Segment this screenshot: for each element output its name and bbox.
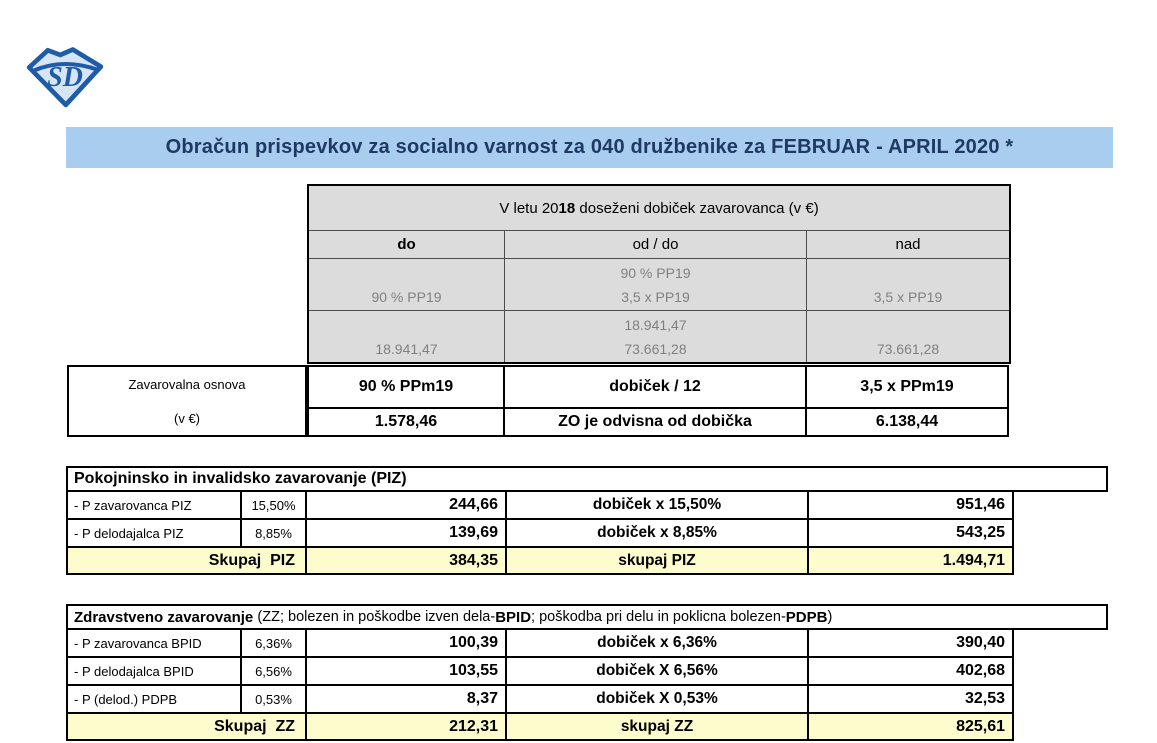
- piz-total-formula: skupaj PIZ: [507, 548, 809, 575]
- piz-total-label: Skupaj PIZ: [68, 548, 307, 575]
- piz-row-rate: 15,50%: [242, 492, 307, 520]
- zz-row-value: 103,55: [307, 658, 507, 686]
- zz-table: [66, 630, 1014, 741]
- piz-table: [66, 492, 1014, 575]
- zz-row-label: - P zavarovanca BPID: [68, 630, 242, 658]
- piz-section-header: [66, 466, 1108, 492]
- threshold-do-formula: 90 % PP19: [309, 259, 505, 310]
- piz-row-value2: 543,25: [809, 520, 1014, 548]
- zz-row-value: 8,37: [307, 686, 507, 714]
- threshold-oddo-amount-upper: 18.941,47: [624, 317, 687, 333]
- base-formula-nad: 3,5 x PPm19: [807, 367, 1009, 409]
- zz-section-header: [66, 604, 1108, 630]
- piz-total-value: 384,35: [307, 548, 507, 575]
- zz-row-rate: 0,53%: [242, 686, 307, 714]
- base-value-oddo: ZO je odvisna od dobička: [505, 409, 807, 437]
- base-formula-do: 90 % PPm19: [309, 367, 505, 409]
- profit-threshold-table: [307, 184, 1011, 364]
- threshold-do-amount: 18.941,47: [309, 311, 505, 362]
- zz-total-formula: skupaj ZZ: [507, 714, 809, 741]
- document-title-bar: [66, 127, 1113, 168]
- base-value-do: 1.578,46: [309, 409, 505, 437]
- piz-row-value: 244,66: [307, 492, 507, 520]
- threshold-formula-row: [309, 259, 1009, 311]
- insurance-base-table: [307, 365, 1009, 437]
- piz-row-label: - P delodajalca PIZ: [68, 520, 242, 548]
- zz-row-value: 100,39: [307, 630, 507, 658]
- profit-header-pre: V letu 20: [499, 199, 559, 217]
- piz-row-label: - P zavarovanca PIZ: [68, 492, 242, 520]
- base-value-nad: 6.138,44: [807, 409, 1009, 437]
- zz-row-formula: dobiček X 0,53%: [507, 686, 809, 714]
- zz-total-value: 212,31: [307, 714, 507, 741]
- zz-row-formula: dobiček X 6,56%: [507, 658, 809, 686]
- zz-title-part: Zdravstveno zavarovanje: [74, 608, 258, 626]
- zz-title-part: (ZZ; bolezen in poškodbe izven dela-: [257, 609, 496, 625]
- zz-title-part: ): [827, 609, 833, 625]
- piz-row-value: 139,69: [307, 520, 507, 548]
- zz-title-part: BPID: [495, 608, 532, 626]
- zz-title-part: PDPB: [785, 608, 828, 626]
- piz-row-rate: 8,85%: [242, 520, 307, 548]
- zz-total-value2: 825,61: [809, 714, 1014, 741]
- threshold-amount-row: [309, 311, 1009, 362]
- page-title: Obračun prispevkov za socialno varnost za 040 družbenike za FEBRUAR - APRIL 2020 *: [165, 136, 1014, 158]
- threshold-nad-amount: 73.661,28: [876, 341, 940, 357]
- sd-shield-logo: [26, 44, 104, 108]
- zz-row-value2: 32,53: [809, 686, 1014, 714]
- col-header-do: do: [309, 231, 505, 258]
- piz-row-value2: 951,46: [809, 492, 1014, 520]
- piz-row-formula: dobiček x 8,85%: [507, 520, 809, 548]
- threshold-nad-formula: 3,5 x PP19: [873, 289, 943, 305]
- shield-icon: [26, 44, 104, 108]
- piz-section-title: Pokojninsko in invalidsko zavarovanje (PIZ): [74, 470, 407, 487]
- insurance-base-label: Zavarovalna osnova: [128, 376, 246, 392]
- threshold-oddo-formula-lower: 3,5 x PP19: [621, 289, 690, 305]
- zz-row-formula: dobiček x 6,36%: [507, 630, 809, 658]
- profit-table-header: [309, 186, 1009, 231]
- zz-row-rate: 6,36%: [242, 630, 307, 658]
- zz-title-part: ; poškodba pri delu in poklicna bolezen-: [531, 609, 786, 625]
- piz-total-value2: 1.494,71: [809, 548, 1014, 575]
- threshold-oddo-amount: [505, 311, 807, 362]
- zz-total-label: Skupaj ZZ: [68, 714, 307, 741]
- threshold-oddo-formula-upper: 90 % PP19: [620, 265, 691, 281]
- col-header-od-do: od / do: [505, 231, 807, 258]
- zz-row-value2: 390,40: [809, 630, 1014, 658]
- col-header-nad: nad: [895, 236, 921, 253]
- zz-row-rate: 6,56%: [242, 658, 307, 686]
- logo-letters: SD: [47, 62, 83, 94]
- zz-row-label: - P delodajalca BPID: [68, 658, 242, 686]
- piz-row-formula: dobiček x 15,50%: [507, 492, 809, 520]
- zz-row-label: - P (delod.) PDPB: [68, 686, 242, 714]
- insurance-base-label-cell: [67, 365, 307, 437]
- threshold-oddo-amount-lower: 73.661,28: [624, 341, 687, 357]
- profit-header-year: 18: [558, 199, 576, 217]
- profit-header-post: doseženi dobiček zavarovanca (v €): [575, 199, 819, 217]
- threshold-oddo-formula: [505, 259, 807, 310]
- profit-column-headers: [309, 231, 1009, 259]
- base-formula-oddo: dobiček / 12: [505, 367, 807, 409]
- zz-row-value2: 402,68: [809, 658, 1014, 686]
- insurance-base-unit: (v €): [174, 410, 200, 426]
